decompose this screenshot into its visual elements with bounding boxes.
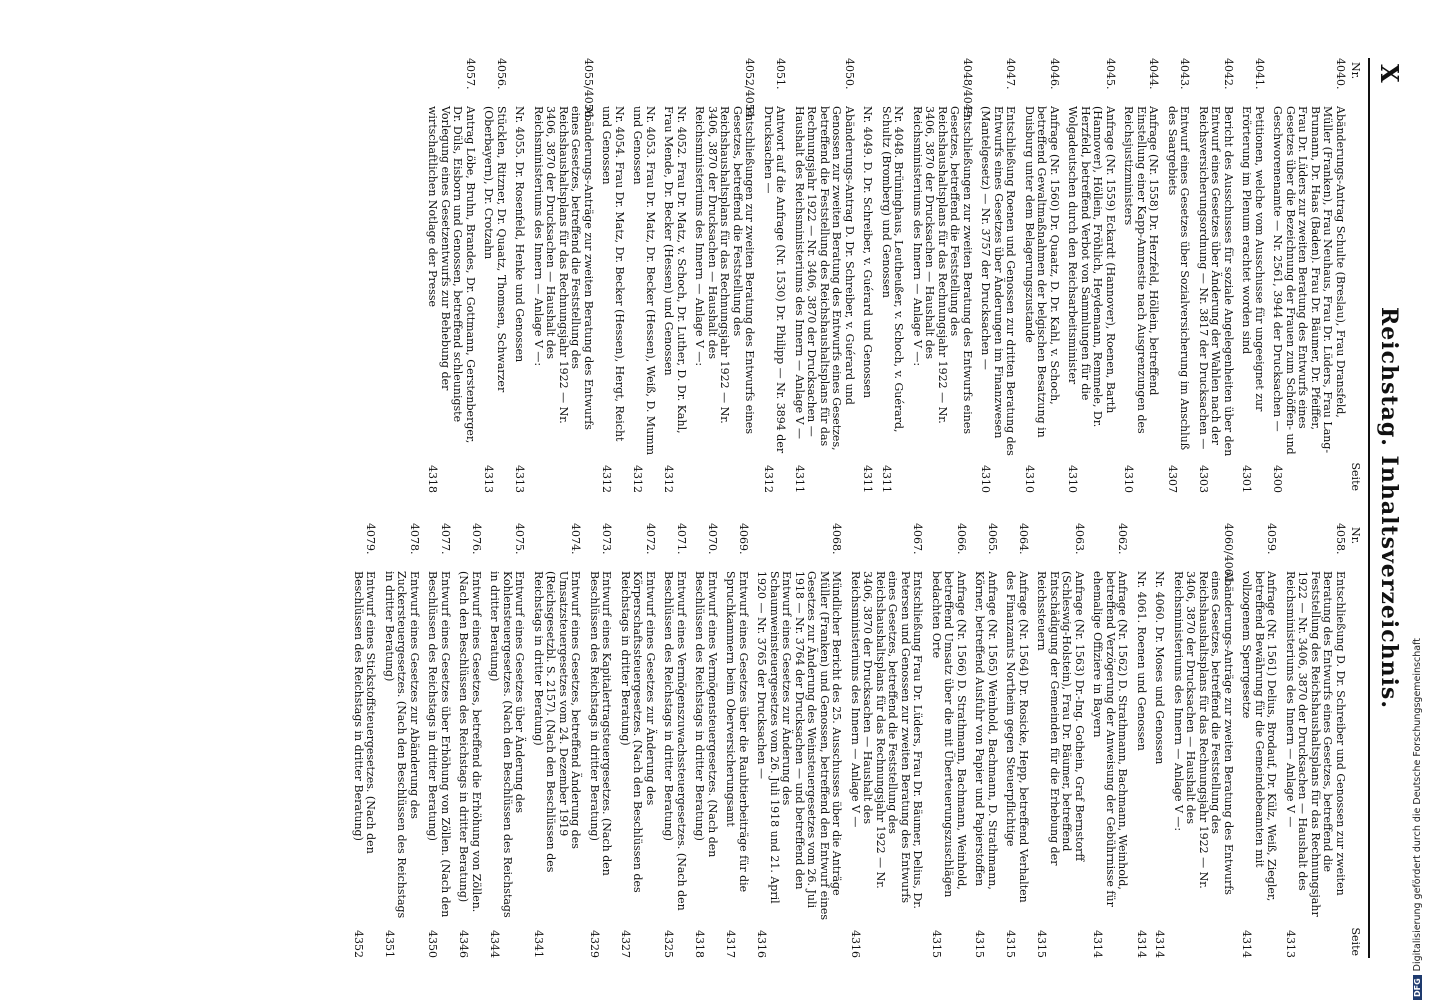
entry-number: 4060/4061.	[1222, 523, 1235, 587]
entry-text: Nr. 4060. Dr. Moses und Genossen	[1153, 571, 1167, 765]
entry-text: Entwurf eines Vermögensteuergesetzes. (Nach den Beschlüssen des Reichstags in dritter Beratung)	[693, 571, 719, 858]
entry-text: Abänderungs-Antrag D. Dr. Schreiber, v. Guérard und Genossen zur zweiten Beratung des Entwurfs eines Gesetzes, betreffend die Feststellung des Reichshaushaltsplans für das Rechnungsjahr 1922 — Nr. 3406, 3870 der Drucksachen — Haushalt des Reichsministeriums des Innern — Anlage V —	[793, 106, 856, 451]
index-entry	[1271, 58, 1346, 493]
index-entry	[930, 523, 968, 958]
entry-page-number: 4313	[482, 465, 496, 493]
index-entry	[1240, 523, 1278, 958]
entry-page-number: 4310	[979, 465, 993, 493]
entry-text: Anfrage (Nr. 1566) D. Strathmann, Bachmann, Weinhold, betreffend Umsatz über die mit Überteuerungszuschlägen bedachten Orte	[930, 571, 968, 898]
index-entry	[482, 58, 507, 493]
entry-number: 4064.	[1017, 523, 1030, 555]
entry-number: 4067.	[911, 523, 925, 555]
index-entry	[488, 523, 526, 958]
right-entry-list	[352, 523, 1347, 958]
entry-text: Anfrage (Nr. 1560) Dr. Quaatz, D. Dr. Kahl, v. Schoch, betreffend Gewaltmaßnahmen der belgischen Besatzung in Duisburg unter dem Belagerungszustande	[1023, 106, 1061, 438]
entry-number: 4044.	[1147, 58, 1161, 90]
entry-number: 4074.	[569, 523, 583, 555]
entry-number: 4072.	[644, 523, 657, 555]
entry-page-number: 4311	[793, 465, 806, 493]
digitization-footer	[1412, 120, 1428, 1000]
entry-text: Anfrage (Nr. 1559) Eckardt (Hannover), Roenen, Barth (Hannover), Höllein, Fröhlich, Heydemann, Remmele, Dr. Herzfeld, betreffend Verbot von Sammlungen für die Wolgadeutschen durch den Reichsarbeitsminister	[1066, 106, 1117, 428]
entry-text: Entwurf eines Gesetzes über Änderung des Kohlensteuergesetzes. (Nach den Beschlüssen des Reichstags in dritter Beratung)	[488, 571, 527, 918]
left-column	[426, 58, 1364, 493]
entry-text: Bericht des Ausschusses für soziale Angelegenheiten über den Entwurf eines Gesetzes über Änderung der Wahlen nach der Reichsversicherungsordnung — Nr. 3817 der Drucksachen —	[1197, 106, 1235, 457]
entry-text: Nr. 4048. Brüninghaus, Leutheußer, v. Schoch, v. Guérard, Schultz (Bromberg) und Genossen	[880, 106, 906, 433]
index-entry	[426, 523, 451, 958]
entry-page-number: 4314	[1153, 930, 1167, 958]
entry-page-number: 4346	[457, 930, 471, 958]
footer-text: Digitalisierung gefördert durch die Deutsche Forschungsgemeinschaft	[1412, 638, 1423, 972]
entry-number: 4075.	[513, 523, 527, 555]
page-header	[1372, 58, 1404, 958]
index-entry	[1166, 58, 1191, 493]
entry-page-number: 4318	[426, 465, 440, 493]
index-entry	[1172, 523, 1235, 958]
entry-number: 4047.	[1004, 58, 1018, 90]
entry-number: 4059.	[1265, 523, 1279, 555]
entry-page-number: 4315	[1004, 930, 1018, 958]
entry-text: Nr. 4052. Frau Dr. Matz, v. Schoch, Dr. Luther, D. Dr. Kahl, Frau Mende, Dr. Becker (Hessen) und Genossen	[662, 106, 688, 434]
entry-number: 4078.	[408, 523, 421, 555]
entry-text: Entwurf eines Vermögenszuwachssteuergesetzes. (Nach den Beschlüssen des Reichstags in dritter Beratung)	[662, 571, 688, 911]
entry-text: Entwurf eines Gesetzes über die Raubtierbeiträge für die Spruchkammern beim Oberversicherungsamt	[724, 571, 750, 893]
index-entry	[724, 523, 749, 958]
entry-number: 4063.	[1073, 523, 1086, 555]
entry-text: Anfrage (Nr. 1564) Dr. Rosicke, Hepp, betreffend Verhalten des Finanzamts Northeim gegen Steuerpflichtige	[1004, 571, 1030, 903]
index-entry	[1122, 58, 1160, 493]
entry-number: 4056.	[495, 58, 508, 90]
index-entry	[1066, 58, 1116, 493]
entry-text: Entwurf eines Gesetzes über Erhöhung von Zöllen. (Nach den Beschlüssen des Reichstags in dritter Beratung)	[426, 571, 452, 918]
entry-number: 4070.	[706, 523, 719, 555]
entry-page-number: 4351	[383, 930, 396, 958]
entry-text: Antwort auf die Anfrage (Nr. 1530) Dr. Philipp — Nr. 3894 der Drucksachen —	[762, 106, 788, 454]
index-entry	[693, 58, 756, 493]
index-entry	[457, 523, 482, 958]
entry-text: Entwurf eines Gesetzes, betreffend die Erhöhung von Zöllen. (Nach den Beschlüssen des Reichstags in dritter Beratung)	[457, 571, 483, 913]
entry-text: Abänderungs-Anträge zur zweiten Beratung des Entwurfs eines Gesetzes, betreffend die Feststellung des Reichshaushaltsplans für das Rechnungsjahr 1922 — Nr. 3406, 3870 der Drucksachen — Haushalt des Reichsministeriums des Innern — Anlage V —:	[532, 106, 595, 430]
entry-page-number: 4300	[1271, 465, 1285, 493]
entry-page-number: 4316	[849, 930, 862, 958]
entry-number: 4077.	[439, 523, 452, 555]
entry-page-number: 4344	[488, 930, 502, 958]
entry-number: 4052/4054.	[743, 58, 757, 122]
entry-number: 4040.	[1334, 58, 1347, 90]
index-entry	[588, 523, 613, 958]
index-entry	[426, 58, 476, 493]
entry-text: Entschließung Roenen und Genossen zur dritten Beratung des Entwurfs eines Gesetzes über Änderungen im Finanzwesen (Mantelgesetz) — Nr. 3757 der Drucksachen —	[979, 106, 1018, 456]
entry-text: Mündlicher Bericht des 25. Ausschusses über die Anträge Müller (Franken) und Genossen, betreffend den Entwurf eines Gesetzes zur Änderung des Weinsteuergesetzes vom 26. Juli 1918 — Nr. 3764 der Drucksachen — und betreffend den Entwurf eines Gesetzes zur Änderung des Schaumweinsteuergesetzes vom 26. Juli 1918 und 21. April 1920 — Nr. 3765 der Drucksachen —	[755, 571, 844, 921]
index-entry	[979, 58, 1017, 493]
page-title: Reichstag. Inhaltsverzeichnis.	[1376, 307, 1402, 709]
entry-page-number: 4307	[1166, 465, 1179, 493]
entry-text: Petitionen, welche vom Ausschusse für ungeeignet zur Erörterung im Plenum erachtet worden sind	[1240, 106, 1266, 412]
entry-page-number: 4325	[662, 930, 676, 958]
entry-text: Nr. 4061. Roenen und Genossen	[1135, 571, 1148, 751]
entry-page-number: 4314	[1135, 930, 1148, 958]
entry-number: 4042.	[1222, 58, 1235, 90]
entry-text: Abänderungs-Antrag Schulte (Breslau), Frau Dransfeld, Müller (Franken), Frau Neuhaus, Frau Dr. Lüders, Frau Lang-Brumann, Dr. Haas (Baden). Frau Dr. Bäumer, Dr. Pfeiffer, Frau Dr. Lüders zur zweiten Beratung des Entwurfs eines Gesetzes über die Bezeichnung der Frauen zum Schöffen- und Geschworenenamte — Nr. 2561, 3944 der Drucksachen —	[1271, 106, 1347, 455]
entry-number: 4069.	[737, 523, 750, 555]
left-seite-label: Seite	[1349, 462, 1362, 491]
entry-text: Entschließungen zur zweiten Beratung des Entwurfs eines Gesetzes, betreffend die Feststellung des Reichshaushaltsplans für das Rechnungsjahr 1922 — Nr. 3406, 3870 der Drucksachen — Haushalt des Reichsministeriums des Innern — Anlage V —:	[693, 106, 757, 435]
entry-page-number: 4312	[762, 465, 775, 493]
index-entry	[1091, 523, 1129, 958]
entry-number: 4079.	[364, 523, 378, 555]
entry-number: 4073.	[600, 523, 614, 555]
entry-text: Stücklen, Ritzner, Dr. Quaatz, Thomsen, Schwarzer (Oberbayern), Dr. Crotzahn	[482, 106, 508, 393]
right-nr-label: Nr.	[1349, 527, 1362, 545]
entry-text: Entwurf eines Gesetzes, betreffend Änderung des Umsatzsteuergesetzes vom 24. Dezember 1919 (Reichsgesetzbl. S. 2157). (Nach den Beschlüssen des Reichstags in dritter Beratung)	[532, 571, 583, 873]
entry-text: Anfrage (Nr. 1561) Delius, Brodauf, Dr. Külz, Weiß, Ziegler, betreffend Bewährung für die Gemeindebeamten mit vollzogenem Sperrgesetze	[1240, 571, 1279, 902]
left-entry-list	[426, 58, 1346, 493]
entry-page-number: 4310	[1023, 465, 1036, 493]
entry-page-number: 4315	[930, 930, 943, 958]
index-entry	[861, 58, 874, 493]
index-entry	[532, 523, 582, 958]
page-roman-number: X	[1375, 64, 1404, 83]
entry-page-number: 4310	[1066, 465, 1080, 493]
entry-text: Entwurf eines Stickstoffsteuergesetzes. (Nach den Beschlüssen des Reichstags in dritter Beratung)	[352, 571, 378, 854]
entry-page-number: 4303	[1197, 465, 1210, 493]
index-entry	[693, 523, 718, 958]
right-column-head	[1346, 523, 1364, 958]
index-entry	[849, 523, 924, 958]
index-entry	[1035, 523, 1085, 958]
entry-text: Entwurf eines Kapitalertragsteuergesetzes. (Nach den Beschlüssen des Reichstags in dritter Beratung)	[588, 571, 614, 876]
entry-number: 4066.	[955, 523, 968, 555]
entry-page-number: 4314	[1240, 930, 1254, 958]
index-entry	[619, 523, 657, 958]
entry-text: Entschließung D. Dr. Schreiber und Genossen zur zweiten Beratung des Entwurfs eines Gesetzes, betreffend die Feststellung des Reichshaushaltsplans für das Rechnungsjahr 1922 — Nr. 3406, 3870 der Drucksachen — Haushalt des Reichsministeriums des Innern — Anlage V —	[1284, 571, 1347, 917]
header-rule	[1368, 58, 1370, 958]
entry-text: Anfrage (Nr. 1563) Dr.-Ing. Gothein, Graf Bernstorff (Schleswig-Holstein), Frau Dr. Bäumer, betreffend Entschädigung der Gemeinden für die Erhebung der Reichssteuern	[1035, 571, 1086, 866]
entry-page-number: 4313	[1284, 930, 1297, 958]
entry-text: Nr. 4049. D. Dr. Schreiber, v. Guérard und Genossen	[861, 106, 875, 399]
index-entry	[352, 523, 377, 958]
right-column	[352, 523, 1364, 958]
right-seite-label: Seite	[1349, 927, 1362, 956]
entry-number: 4055/4056.	[582, 58, 595, 122]
index-entry	[1135, 523, 1148, 958]
entry-page-number: 4329	[588, 930, 601, 958]
entry-page-number: 4315	[973, 930, 987, 958]
entry-page-number: 4317	[724, 930, 738, 958]
entry-page-number: 4311	[880, 465, 893, 493]
dfg-badge: DFG	[1413, 975, 1422, 1000]
entry-page-number: 4311	[861, 465, 875, 493]
entry-number: 4050.	[843, 58, 856, 90]
entry-page-number: 4316	[755, 930, 769, 958]
entry-number: 4057.	[464, 58, 477, 90]
index-entry	[1240, 58, 1265, 493]
entry-text: Entwurf eines Gesetzes zur Abänderung des Zuckersteuergesetzes. (Nach den Beschlüssen des Reichstags in dritter Beratung)	[383, 571, 421, 919]
entry-page-number: 4341	[532, 930, 545, 958]
left-column-head	[1346, 58, 1364, 493]
entry-number: 4065.	[986, 523, 999, 555]
index-entry	[532, 58, 595, 493]
entry-number: 4041.	[1253, 58, 1266, 90]
entry-number: 4076.	[470, 523, 483, 555]
entry-text: Nr. 4053. Frau Dr. Matz, Dr. Becker (Hessen), Weiß, D. Mumm und Genossen	[631, 106, 657, 456]
entry-number: 4051.	[774, 58, 788, 90]
entry-page-number: 4318	[693, 930, 707, 958]
index-entry	[383, 523, 421, 958]
index-entry	[1004, 523, 1029, 958]
index-entry	[973, 523, 998, 958]
entry-text: Nr. 4054. Frau Dr. Matz, Dr. Becker (Hessen), Hergt, Reicht und Genossen	[600, 106, 626, 442]
index-entry	[793, 58, 856, 493]
index-entry	[1197, 58, 1235, 493]
index-entry	[1023, 58, 1061, 493]
entry-page-number: 4327	[619, 930, 632, 958]
left-nr-label: Nr.	[1349, 62, 1362, 80]
entry-text: Entschließung Frau Dr. Lüders, Frau Dr. Bäumer, Delius, Dr. Petersen und Genossen zur zweiten Beratung des Entwurfs eines Gesetzes, betreffend die Feststellung des Reichshaushaltsplans für das Rechnungsjahr 1922 — Nr. 3406, 3870 der Drucksachen — Haushalt des Reichsministeriums des Innern — Anlage V —	[849, 571, 925, 909]
entry-number: 4058.	[1334, 523, 1347, 555]
entry-text: Entwurf eines Gesetzes über Sozialversicherung im Anschluß des Saargebiets	[1166, 106, 1192, 451]
index-entry	[762, 58, 787, 493]
entry-text: Antrag Löbe, Bruhn, Brandes, Dr. Gottmann, Gerstenberger, Dr. Düls, Eisborn und Genossen, betreffend schleunigste Vorlegung eines Gesetzentwurfs zur Behebung der wirtschaftlichen Notlage der Presse	[426, 106, 477, 444]
entry-page-number: 4312	[600, 465, 614, 493]
rotated-document-page	[94, 58, 1404, 958]
entry-text: Abänderungs-Anträge zur zweiten Beratung des Entwurfs eines Gesetzes, betreffend die Feststellung des Reichshaushaltsplans für das Rechnungsjahr 1922 — Nr. 3406, 3870 der Drucksachen — Haushalt des Reichsministeriums des Innern — Anlage V —:	[1172, 571, 1235, 895]
entry-page-number: 4312	[662, 465, 676, 493]
index-entry	[662, 523, 687, 958]
entry-number: 4071.	[675, 523, 688, 555]
entry-number: 4043.	[1178, 58, 1192, 90]
index-entry	[631, 58, 656, 493]
entry-number: 4045.	[1104, 58, 1117, 90]
entry-text: Entschließungen zur zweiten Beratung des Entwurfs eines Gesetzes, betreffend die Feststellung des Reichshaushaltsplans für das Rechnungsjahr 1922 — Nr. 3406, 3870 der Drucksachen — Haushalt des Reichsministeriums des Innern — Anlage V —:	[911, 106, 974, 435]
entry-number: 4048/4049.	[961, 58, 974, 122]
entry-number: 4062.	[1116, 523, 1130, 555]
entry-page-number: 4312	[631, 465, 645, 493]
entry-page-number: 4315	[1035, 930, 1049, 958]
entry-text: Anfrage (Nr. 1565) Weinhold, Bachmann, D. Strathmann, Körner, betreffend Ausfuhr von Papier und Papierstoffen	[973, 571, 999, 890]
entry-text: Entwurf eines Gesetzes zur Änderung des Körperschaftssteuergesetzes. (Nach den Beschlüssen des Reichstags in dritter Beratung)	[619, 571, 657, 893]
entry-page-number: 4310	[1122, 465, 1136, 493]
entry-text: Nr. 4055. Dr. Rosenfeld, Henke und Genossen	[513, 106, 527, 363]
entry-number: 4068.	[830, 523, 844, 555]
entry-page-number: 4314	[1091, 930, 1105, 958]
index-entry	[600, 58, 625, 493]
entry-page-number: 4352	[352, 930, 365, 958]
index-entry	[513, 58, 526, 493]
entry-page-number: 4301	[1240, 465, 1254, 493]
entry-page-number: 4350	[426, 930, 440, 958]
index-entry	[880, 58, 905, 493]
index-entry	[662, 58, 687, 493]
entry-text: Anfrage (Nr. 1558) Dr. Herzfeld, Höllein, betreffend Einstellung einer Kapp-Amnestie nach Ausgrenzungen des Reichsjustizministers	[1122, 106, 1161, 434]
index-entry	[755, 523, 843, 958]
entry-number: 4046.	[1048, 58, 1061, 90]
index-entry	[911, 58, 974, 493]
entry-text: Anfrage (Nr. 1562) D. Strathmann, Bachmann, Weinhold, betreffend Verzögerung der Anweisung der Gebührnisse für ehemalige Offiziere in Bayern	[1091, 571, 1130, 907]
index-entry	[1284, 523, 1347, 958]
entry-page-number: 4313	[513, 465, 527, 493]
index-entry	[1153, 523, 1166, 958]
